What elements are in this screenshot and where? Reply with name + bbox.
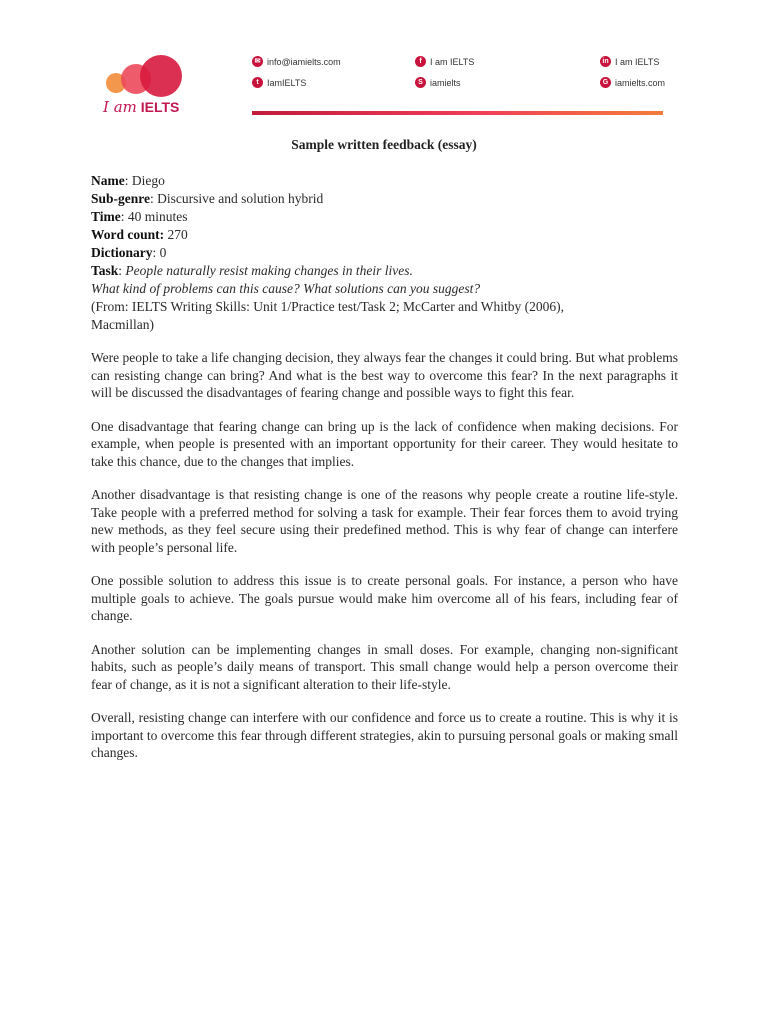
linkedin-icon: in	[600, 56, 611, 67]
contact-skype-text: iamielts	[430, 77, 461, 88]
meta-source-line2: Macmillan)	[91, 317, 154, 332]
meta-dictionary-label: Dictionary	[91, 245, 153, 260]
brand-script-text: I am	[103, 98, 137, 116]
essay-paragraph-1: Were people to take a life changing decision, they always fear the changes it could bring. But what problems can resisting change can bring? And what is the best way to overcome this fear? In the next paragraphs it will be discussed the disadvantages of fearing change and possible ways to fight this fear.	[91, 350, 678, 400]
contact-email[interactable]	[252, 56, 341, 67]
contact-email-text: info@iamielts.com	[267, 56, 341, 67]
essay-paragraph-5: Another solution can be implementing changes in small doses. For example, changing non-significant habits, such as people’s daily means of transport. This small change would help a person overcome their fear of change, as it is not a significant alteration to their life-style.	[91, 641, 678, 692]
meta-dictionary-value: : 0	[152, 245, 167, 260]
brand-name-text: IELTS	[140, 99, 180, 115]
meta-time-label: Time	[91, 209, 121, 224]
page-title: Sample written feedback (essay)	[291, 137, 477, 152]
contact-website-text: iamielts.com	[615, 77, 666, 88]
brand-wordmark	[103, 98, 179, 116]
twitter-icon: t	[252, 77, 263, 88]
meta-subgenre-label: Sub-genre	[91, 191, 151, 206]
logo-circle-large	[140, 55, 182, 97]
email-icon: ✉	[252, 56, 263, 67]
contact-facebook[interactable]	[415, 56, 474, 67]
globe-icon: G	[600, 77, 611, 88]
meta-wordcount	[91, 226, 691, 244]
essay-paragraph-4: One possible solution to address this issue is to create personal goals. For instance, a person who have multiple goals to achieve. The goals pursue would make him overcome all of his fears, including fear of change.	[91, 573, 678, 623]
meta-name-value: : Diego	[124, 173, 165, 188]
essay-body	[91, 349, 678, 778]
meta-wordcount-label: Word count:	[91, 227, 165, 242]
meta-name-label: Name	[91, 173, 125, 188]
meta-dictionary	[91, 244, 691, 262]
task-prompt-line2: What kind of problems can this cause? What solutions can you suggest?	[91, 281, 481, 296]
essay-paragraph-2: One disadvantage that fearing change can bring up is the lack of confidence when making decisions. For example, when people is presented with an important opportunity for their career. They would hesitate to take this chance, due to the changes that implies.	[91, 418, 678, 469]
meta-subgenre-value: : Discursive and solution hybrid	[150, 191, 324, 206]
contact-twitter[interactable]	[252, 77, 306, 88]
essay-paragraph-3: Another disadvantage is that resisting change is one of the reasons why people create a routine life-style. Take people with a preferred method for solving a task for example. Their fear forces them to avoid trying new methods, as they feel secure using their predefined method. This is why fear of change can interfere with people’s personal life.	[91, 487, 678, 555]
meta-subgenre	[91, 190, 691, 208]
meta-task	[91, 262, 691, 280]
page-header	[0, 0, 768, 125]
meta-wordcount-value: 270	[164, 227, 188, 242]
contact-linkedin-text: I am IELTS	[615, 56, 660, 67]
meta-task-label: Task	[91, 263, 119, 278]
meta-name	[91, 172, 691, 190]
meta-task-separator: :	[118, 263, 126, 278]
facebook-icon: f	[415, 56, 426, 67]
meta-source-line1: (From: IELTS Writing Skills: Unit 1/Practice test/Task 2; McCarter and Whitby (2006),	[91, 299, 564, 314]
task-prompt-line1: People naturally resist making changes in their lives.	[125, 263, 413, 278]
contact-twitter-text: IamIELTS	[267, 77, 307, 88]
header-accent-rule	[252, 111, 663, 115]
contact-website[interactable]	[600, 77, 665, 88]
contact-facebook-text: I am IELTS	[430, 56, 475, 67]
contact-linkedin[interactable]	[600, 56, 659, 67]
meta-time	[91, 208, 691, 226]
skype-icon: S	[415, 77, 426, 88]
meta-task-question	[91, 280, 691, 298]
essay-paragraph-6: Overall, resisting change can interfere with our confidence and force us to create a routine. This is why it is important to overcome this fear through different strategies, akin to pursuing personal goals or making small changes.	[91, 710, 678, 760]
meta-time-value: : 40 minutes	[120, 209, 188, 224]
essay-metadata	[91, 172, 691, 334]
contact-skype[interactable]	[415, 77, 461, 88]
